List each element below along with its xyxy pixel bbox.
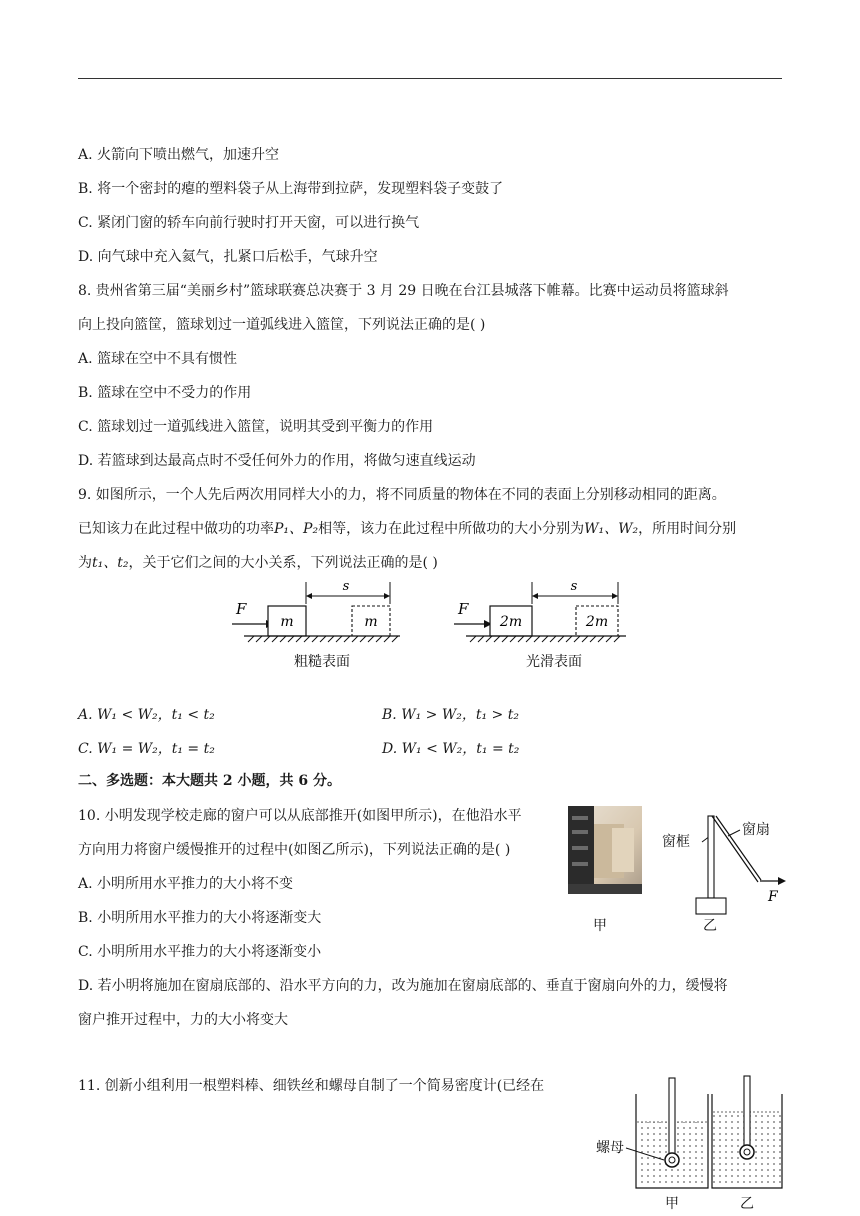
q9-ground-hatch-right xyxy=(470,636,620,642)
q10-window-base xyxy=(696,898,726,914)
q9-mass-label-start-right: 2m xyxy=(499,614,523,630)
q10-stem-line2: 方向用力将窗户缓慢推开的过程中(如图乙所示)，下列说法正确的是( ) xyxy=(78,842,511,858)
q7-option-b: B. 将一个密封的瘪的塑料袋子从上海带到拉萨，发现塑料袋子变鼓了 xyxy=(78,181,504,197)
q9-force-label-right: F xyxy=(458,600,469,618)
q11-nut-label: 螺母 xyxy=(596,1140,624,1156)
q10-option-c: C. 小明所用水平推力的大小将逐渐变小 xyxy=(78,944,322,960)
q9-force-label-left: F xyxy=(236,600,247,618)
q7-option-d: D. 向气球中充入氦气，扎紧口后松手，气球升空 xyxy=(78,249,378,265)
q9-stem2-pre: 已知该力在此过程中做功的功率 xyxy=(78,521,274,537)
q9-stem3-pre: 为 xyxy=(78,555,92,571)
q8-option-c: C. 篮球划过一道弧线进入篮筐，说明其受到平衡力的作用 xyxy=(78,419,434,435)
q7-option-a: A. 火箭向下喷出燃气，加速升空 xyxy=(78,147,280,163)
q10-caption-diagram: 乙 xyxy=(703,918,717,934)
q10-caption-photo: 甲 xyxy=(593,918,607,934)
q10-frame-label: 窗框 xyxy=(662,834,690,850)
q11-nut-hole-right xyxy=(744,1149,750,1155)
q8-option-a: A. 篮球在空中不具有惯性 xyxy=(78,351,238,367)
q11-plastic-rod-right xyxy=(744,1076,750,1146)
q11-density-meter-figure xyxy=(592,1072,788,1214)
q9-option-b: B. W₁ > W₂，t₁ > t₂ xyxy=(382,707,519,723)
q8-option-d: D. 若篮球到达最高点时不受任何外力的作用，将做匀速直线运动 xyxy=(78,453,476,469)
q9-dist-label-left: s xyxy=(342,579,350,594)
q10-window-diagram xyxy=(656,806,786,940)
q9-mass-label-end-left: m xyxy=(364,614,378,630)
q11-caption-left: 甲 xyxy=(665,1196,679,1212)
q9-option-d: D. W₁ < W₂，t₁ = t₂ xyxy=(382,741,520,757)
q11-caption-right: 乙 xyxy=(740,1196,754,1212)
q11-stem-line1: 11. 创新小组利用一根塑料棒、细铁丝和螺母自制了一个简易密度计(已经在 xyxy=(78,1078,545,1094)
q9-figure-rough xyxy=(228,574,408,674)
q10-stem-line1: 10. 小明发现学校走廊的窗户可以从底部推开(如图甲所示)，在他沿水平 xyxy=(78,808,522,824)
q11-plastic-rod-left xyxy=(669,1078,675,1154)
q9-figure-smooth xyxy=(450,574,630,674)
q9-dist-label-right: s xyxy=(570,579,578,594)
section2-heading: 二、多选题：本大题共 2 小题，共 6 分。 xyxy=(78,773,341,789)
q10-sash-label: 窗扇 xyxy=(742,822,770,838)
q9-dist-arrowhead-r-right xyxy=(612,593,618,599)
q11-nut-hole-left xyxy=(669,1157,675,1163)
q9-dist-arrowhead-r-left xyxy=(384,593,390,599)
q9-option-c: C. W₁ = W₂，t₁ = t₂ xyxy=(78,741,215,757)
q9-stem2-mid: 相等，该力在此过程中所做功的大小分别为 xyxy=(318,521,585,537)
q10-window-frame xyxy=(708,816,714,898)
q9-stem2-post: ，所用时间分别 xyxy=(638,521,737,537)
q10-window-photo xyxy=(568,806,644,940)
q9-stem3-post: ，关于它们之间的大小关系，下列说法正确的是( ) xyxy=(128,555,438,571)
q10-force-label: F xyxy=(768,889,778,905)
q9-caption-smooth: 光滑表面 xyxy=(526,654,582,670)
q9-work-symbols: W₁、W₂ xyxy=(584,521,639,537)
q9-ground-hatch-left xyxy=(248,636,398,642)
q9-mass-label-end-right: 2m xyxy=(585,614,609,630)
q8-stem-line1: 8. 贵州省第三届“美丽乡村”篮球联赛总决赛于 3 月 29 日晚在台江县城落下帷幕。比赛中运动员将篮球斜 xyxy=(78,283,729,299)
header-rule xyxy=(78,78,782,79)
q9-stem-line2 xyxy=(78,519,736,539)
q9-caption-rough: 粗糙表面 xyxy=(294,654,350,670)
q10-option-b: B. 小明所用水平推力的大小将逐渐变大 xyxy=(78,910,322,926)
q9-power-symbols: P₁、P₂ xyxy=(274,521,319,537)
q10-option-a: A. 小明所用水平推力的大小将不变 xyxy=(78,876,294,892)
q9-mass-label-start-left: m xyxy=(280,614,294,630)
q9-stem-line3 xyxy=(78,553,438,573)
q9-dist-arrowhead-l-left xyxy=(306,593,312,599)
q8-option-b: B. 篮球在空中不受力的作用 xyxy=(78,385,252,401)
q10-option-d-line2: 窗户推开过程中，力的大小将变大 xyxy=(78,1012,288,1028)
q9-stem-line1: 9. 如图所示，一个人先后两次用同样大小的力，将不同质量的物体在不同的表面上分别移动相同的距离。 xyxy=(78,487,726,503)
q9-option-a: A. W₁ < W₂，t₁ < t₂ xyxy=(78,707,215,723)
q10-force-arrowhead xyxy=(778,877,786,885)
q9-dist-arrowhead-l-right xyxy=(532,593,538,599)
q7-option-c: C. 紧闭门窗的轿车向前行驶时打开天窗，可以进行换气 xyxy=(78,215,420,231)
q10-option-d-line1: D. 若小明将施加在窗扇底部的、沿水平方向的力，改为施加在窗扇底部的、垂直于窗扇向外的力，缓慢将 xyxy=(78,978,728,994)
q8-stem-line2: 向上投向篮筐，篮球划过一道弧线进入篮筐，下列说法正确的是( ) xyxy=(78,317,486,333)
q9-time-symbols: t₁、t₂ xyxy=(92,555,129,571)
